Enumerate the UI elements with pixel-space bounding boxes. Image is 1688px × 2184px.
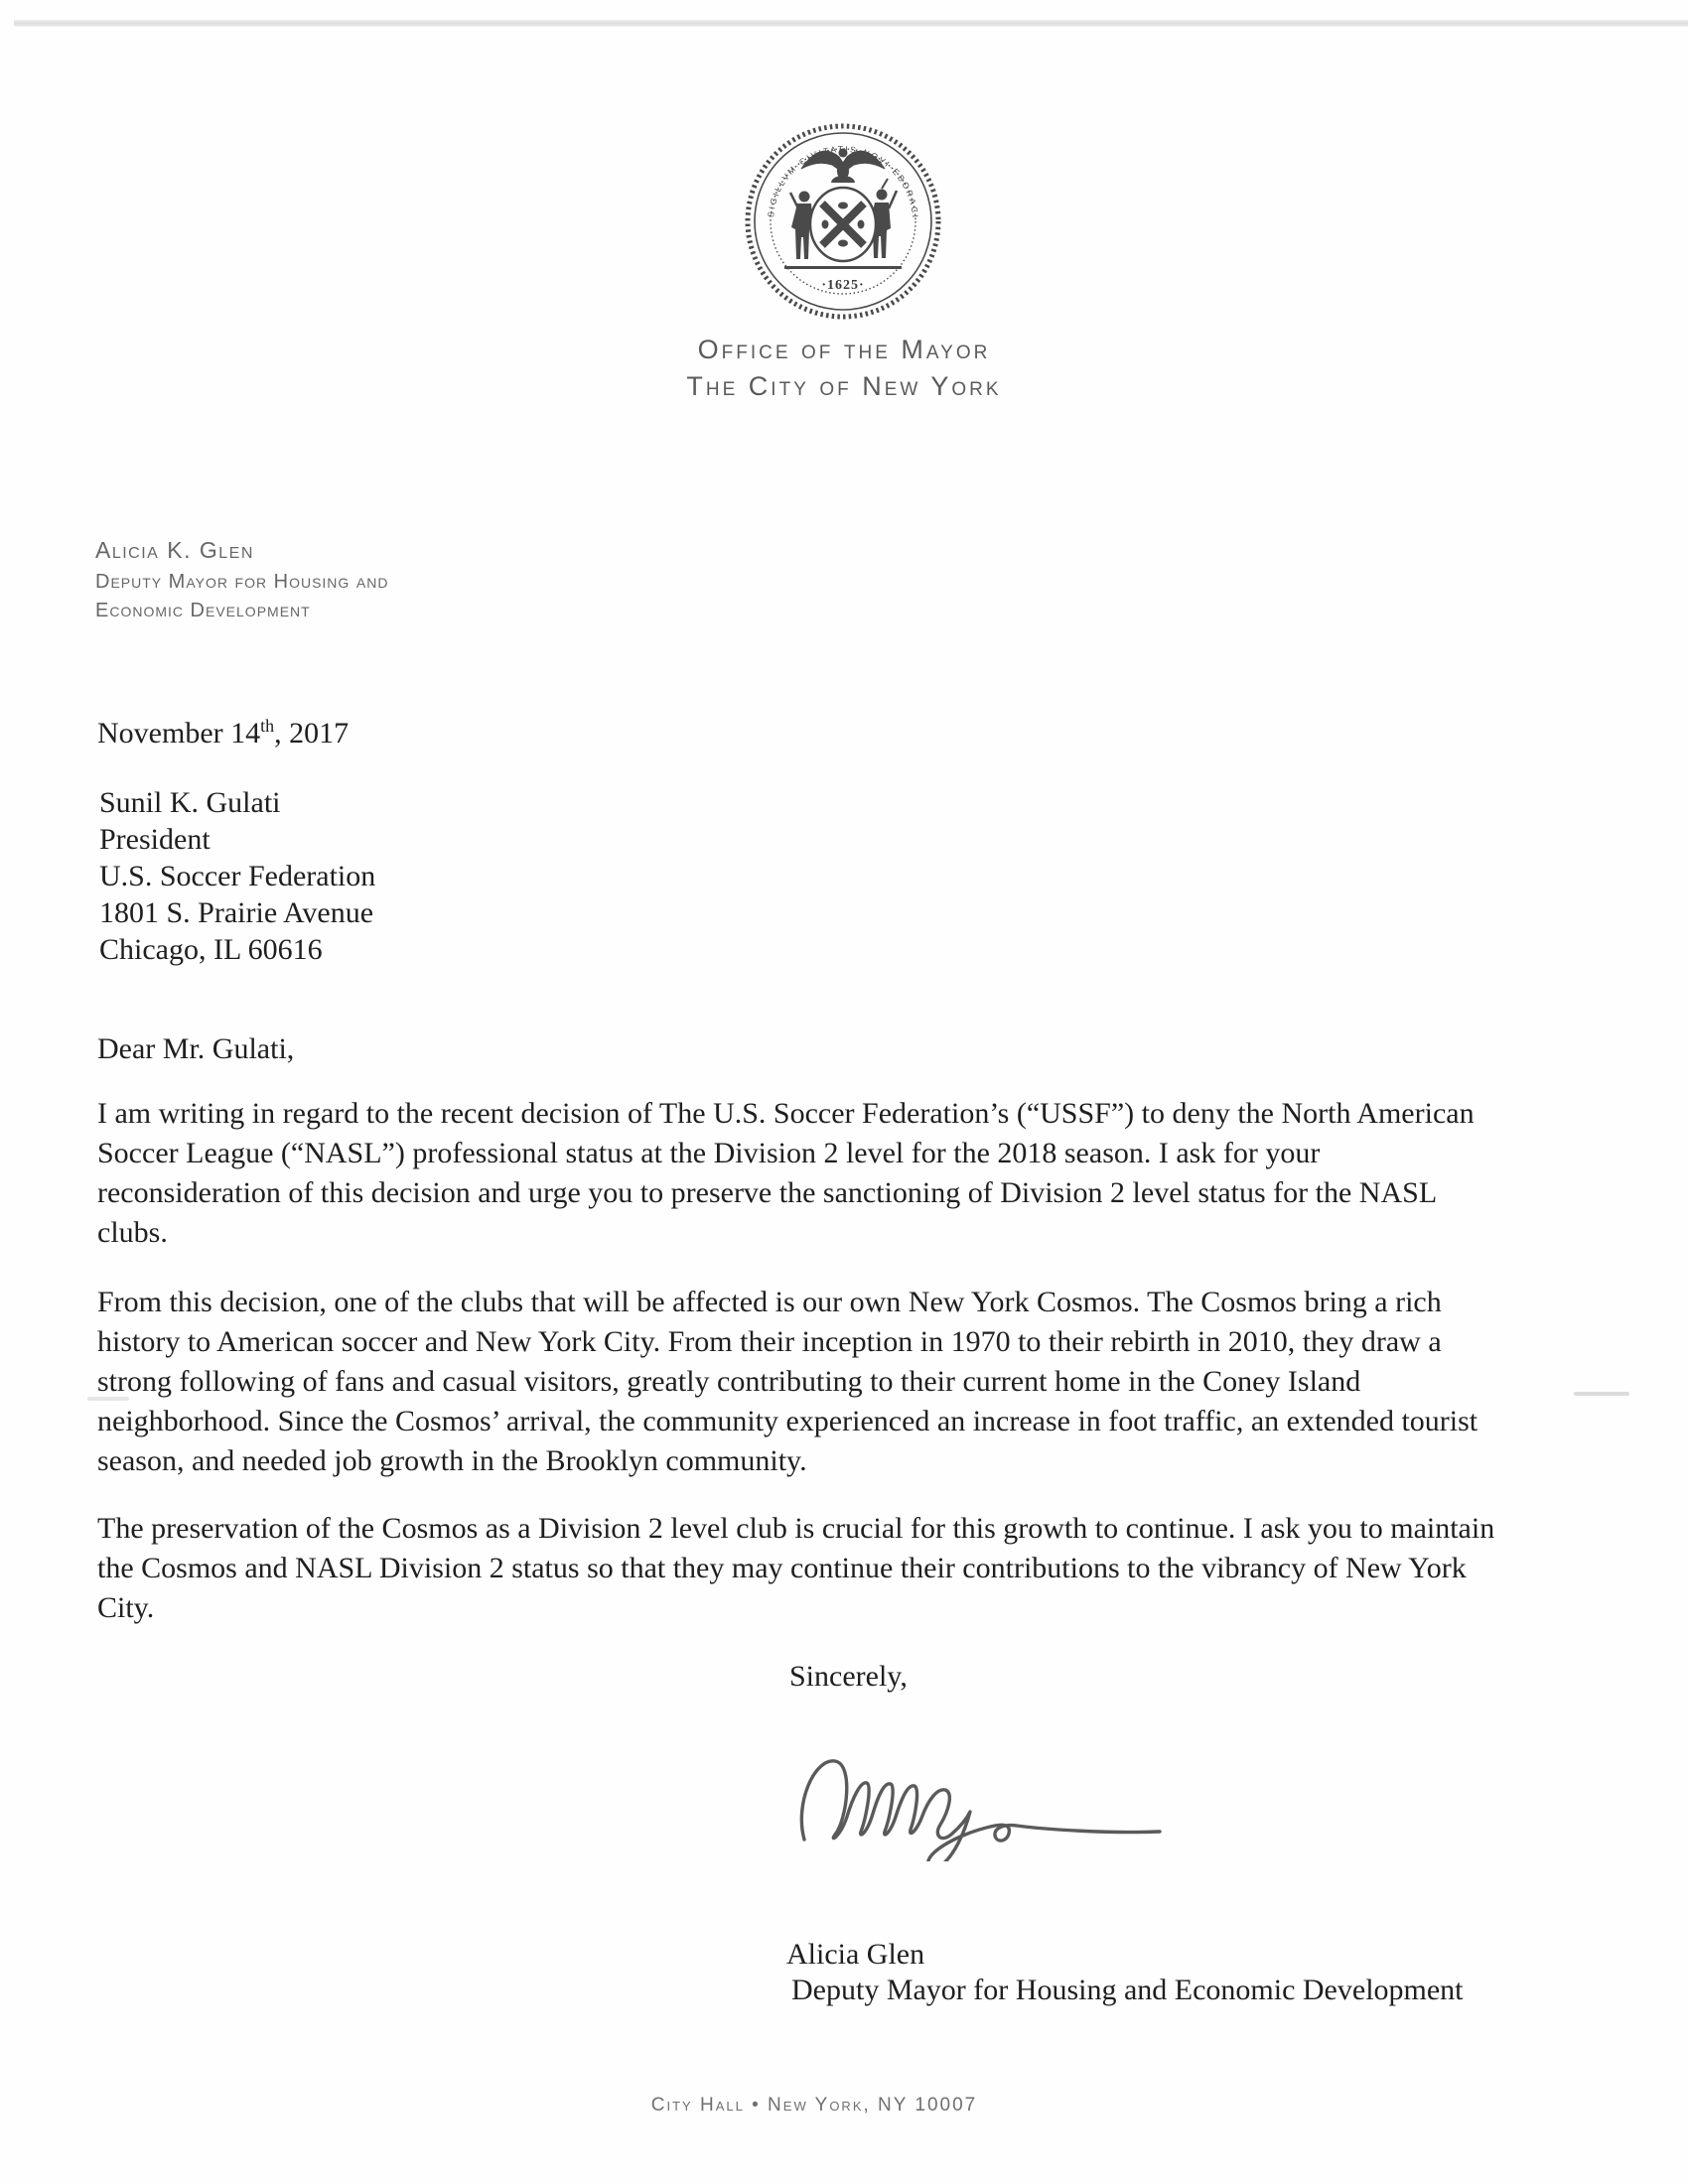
signed-name: Alicia Glen bbox=[786, 1938, 925, 1971]
body-paragraph-2: From this decision, one of the clubs that will be affected is our own New York Cosmos. The Cosmos bring a rich history to American soccer and New York City. From their inception in 1970 to their rebirth in 2010, they draw a strong following of fans and casual visitors, greatly contributing to their current home in the Coney Island neighborhood. Since the Cosmos’ arrival, the community experienced an increase in foot traffic, an extended tourist season, and needed job growth in the Brooklyn community. bbox=[97, 1286, 1478, 1477]
nyc-city-seal-icon bbox=[743, 115, 943, 328]
body-paragraph-1: I am writing in regard to the recent decision of The U.S. Soccer Federation’s (“USSF”) to deny the North American Soccer League (“NASL”) professional status at the Division 2 level for the 2018 season. I ask for your reconsideration of this decision and urge you to preserve the sanctioning of Division 2 level status for the NASL clubs. bbox=[97, 1097, 1475, 1249]
recipient-street: 1801 S. Prairie Avenue bbox=[99, 896, 374, 929]
date-prefix: November 14 bbox=[97, 717, 261, 750]
salutation: Dear Mr. Gulati, bbox=[97, 1032, 295, 1065]
scan-artifact-dash-right bbox=[1574, 1392, 1629, 1396]
letterhead bbox=[0, 332, 1688, 405]
date-ordinal-superscript: th bbox=[260, 716, 275, 736]
recipient-city-state-zip: Chicago, IL 60616 bbox=[99, 933, 323, 966]
recipient-name: Sunil K. Gulati bbox=[99, 786, 281, 819]
date-line bbox=[97, 717, 349, 751]
sender-title-line-2: Economic Development bbox=[95, 600, 311, 621]
seal-year: ·1625· bbox=[821, 278, 865, 293]
closing-salutation: Sincerely, bbox=[789, 1660, 908, 1693]
body-paragraph-3: The preservation of the Cosmos as a Division 2 level club is crucial for this growth to continue. I ask you to maintain the Cosmos and NASL Division 2 status so that they may continue their contributions to the vibrancy of New York City. bbox=[97, 1512, 1495, 1624]
sender-title-line-1: Deputy Mayor for Housing and bbox=[95, 571, 389, 593]
signed-title: Deputy Mayor for Housing and Economic Development bbox=[791, 1974, 1464, 2006]
recipient-address-block bbox=[99, 784, 375, 968]
handwritten-signature bbox=[790, 1722, 1178, 1861]
scan-artifact-top-line bbox=[14, 20, 1688, 27]
sender-block bbox=[95, 536, 388, 625]
letterhead-city-line: The City of New York bbox=[686, 371, 1002, 401]
date-suffix: , 2017 bbox=[274, 717, 350, 750]
recipient-title: President bbox=[99, 823, 211, 856]
letterhead-office-line: Office of the Mayor bbox=[697, 335, 991, 364]
sender-name: Alicia K. Glen bbox=[95, 537, 254, 563]
seal-motto: SIGILLVM·CIVITATIS·NOVI·EBORACI bbox=[766, 143, 921, 220]
footer-address: City Hall • New York, NY 10007 bbox=[650, 2095, 978, 2116]
recipient-organization: U.S. Soccer Federation bbox=[99, 860, 376, 892]
